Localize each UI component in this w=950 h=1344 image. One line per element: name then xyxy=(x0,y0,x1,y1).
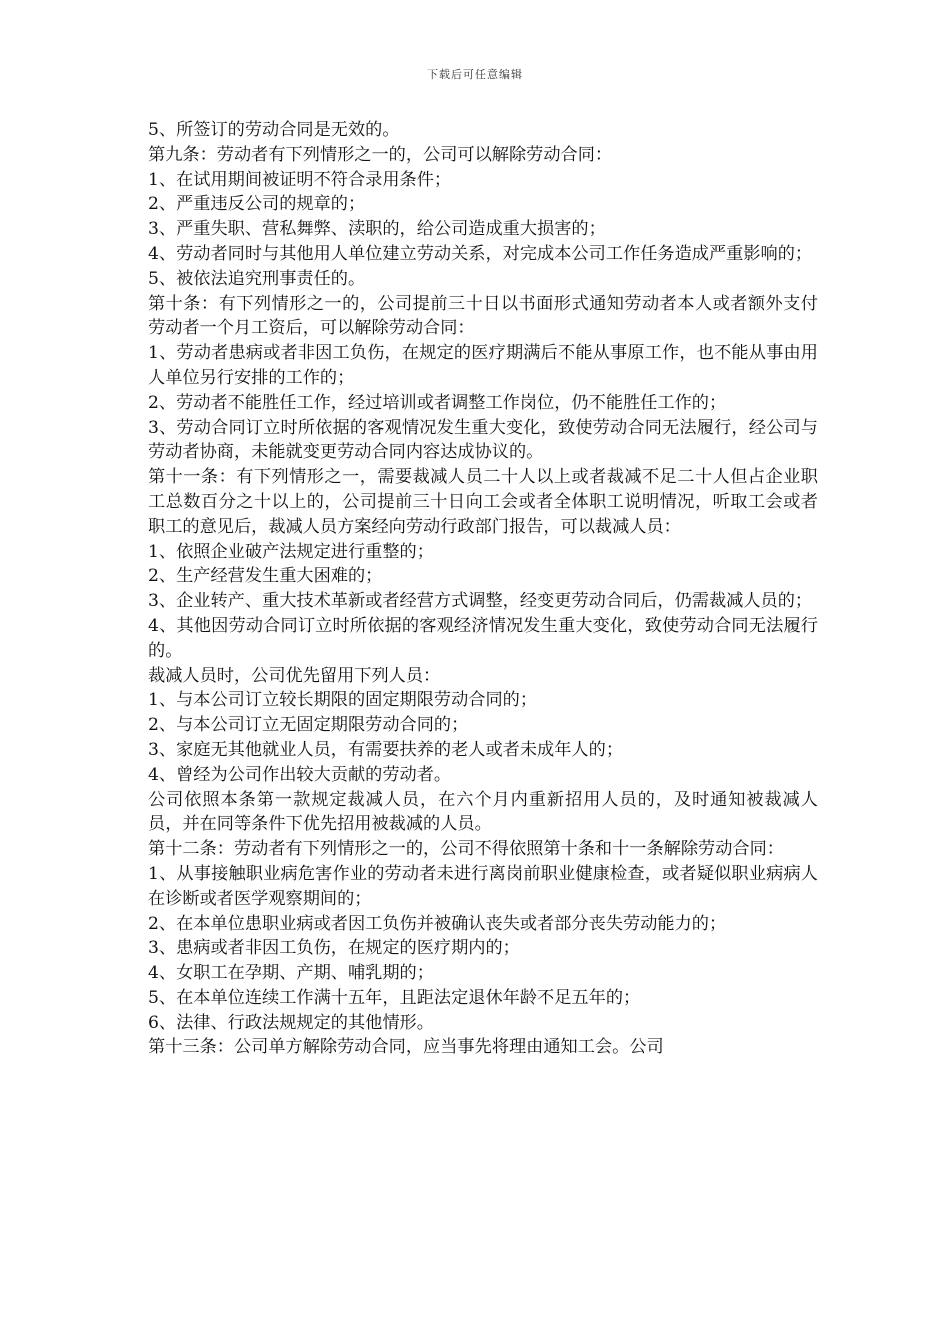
paragraph: 3、严重失职、营私舞弊、渎职的，给公司造成重大损害的； xyxy=(148,219,606,240)
paragraph: 1、依照企业破产法规定进行重整的； xyxy=(148,541,434,562)
document-body xyxy=(148,118,818,1060)
paragraph: 第十条：有下列情形之一的，公司提前三十日以书面形式通知劳动者本人或者额外支付劳动者一个月工资后，可以解除劳动合同： xyxy=(148,293,818,339)
paragraph: 1、与本公司订立较长期限的固定期限劳动合同的； xyxy=(148,690,538,711)
paragraph: 3、企业转产、重大技术革新或者经营方式调整，经变更劳动合同后，仍需裁减人员的； xyxy=(148,591,813,612)
paragraph: 2、劳动者不能胜任工作，经过培训或者调整工作岗位，仍不能胜任工作的； xyxy=(148,392,727,413)
paragraph: 3、家庭无其他就业人员，有需要扶养的老人或者未成年人的； xyxy=(148,739,624,760)
paragraph: 第十三条：公司单方解除劳动合同，应当事先将理由通知工会。公司 xyxy=(148,1037,664,1058)
paragraph: 6、法律、行政法规规定的其他情形。 xyxy=(148,1012,434,1033)
paragraph: 5、被依法追究刑事责任的。 xyxy=(148,268,366,289)
paragraph: 4、曾经为公司作出较大贡献的劳动者。 xyxy=(148,764,452,785)
paragraph: 裁减人员时，公司优先留用下列人员： xyxy=(148,665,441,686)
paragraph: 1、从事接触职业病危害作业的劳动者未进行离岗前职业健康检查，或者疑似职业病病人在诊断或者医学观察期间的； xyxy=(148,863,818,909)
paragraph: 第九条：劳动者有下列情形之一的，公司可以解除劳动合同： xyxy=(148,144,613,165)
paragraph: 2、与本公司订立无固定期限劳动合同的； xyxy=(148,715,469,736)
page-header-note: 下载后可任意编辑 xyxy=(427,68,523,81)
paragraph: 5、所签订的劳动合同是无效的。 xyxy=(148,120,400,140)
paragraph: 4、劳动者同时与其他用人单位建立劳动关系，对完成本公司工作任务造成严重影响的； xyxy=(148,243,813,264)
paragraph: 1、在试用期间被证明不符合录用条件； xyxy=(148,169,452,190)
paragraph: 4、其他因劳动合同订立时所依据的客观经济情况发生重大变化，致使劳动合同无法履行的。 xyxy=(148,615,818,661)
paragraph: 3、患病或者非因工负伤，在规定的医疗期内的； xyxy=(148,938,520,959)
paragraph: 2、在本单位患职业病或者因工负伤并被确认丧失或者部分丧失劳动能力的； xyxy=(148,913,727,934)
paragraph: 4、女职工在孕期、产期、哺乳期的； xyxy=(148,963,434,984)
paragraph: 2、严重违反公司的规章的； xyxy=(148,194,366,215)
paragraph: 第十二条：劳动者有下列情形之一的，公司不得依照第十条和十一条解除劳动合同： xyxy=(148,839,784,860)
paragraph: 第十一条：有下列情形之一，需要裁减人员二十人以上或者裁减不足二十人但占企业职工总数百分之十以上的，公司提前三十日向工会或者全体职工说明情况，听取工会或者职工的意见后，裁减人员方案经向劳动行政部门报告，可以裁减人员： xyxy=(148,467,818,537)
paragraph: 3、劳动合同订立时所依据的客观情况发生重大变化，致使劳动合同无法履行，经公司与劳动者协商，未能就变更劳动合同内容达成协议的。 xyxy=(148,417,818,463)
paragraph: 1、劳动者患病或者非因工负伤，在规定的医疗期满后不能从事原工作，也不能从事由用人单位另行安排的工作的； xyxy=(148,343,818,388)
paragraph: 公司依照本条第一款规定裁减人员，在六个月内重新招用人员的，及时通知被裁减人员，并在同等条件下优先招用被裁减的人员。 xyxy=(148,789,818,835)
paragraph: 2、生产经营发生重大困难的； xyxy=(148,566,383,587)
paragraph: 5、在本单位连续工作满十五年，且距法定退休年龄不足五年的； xyxy=(148,987,641,1008)
